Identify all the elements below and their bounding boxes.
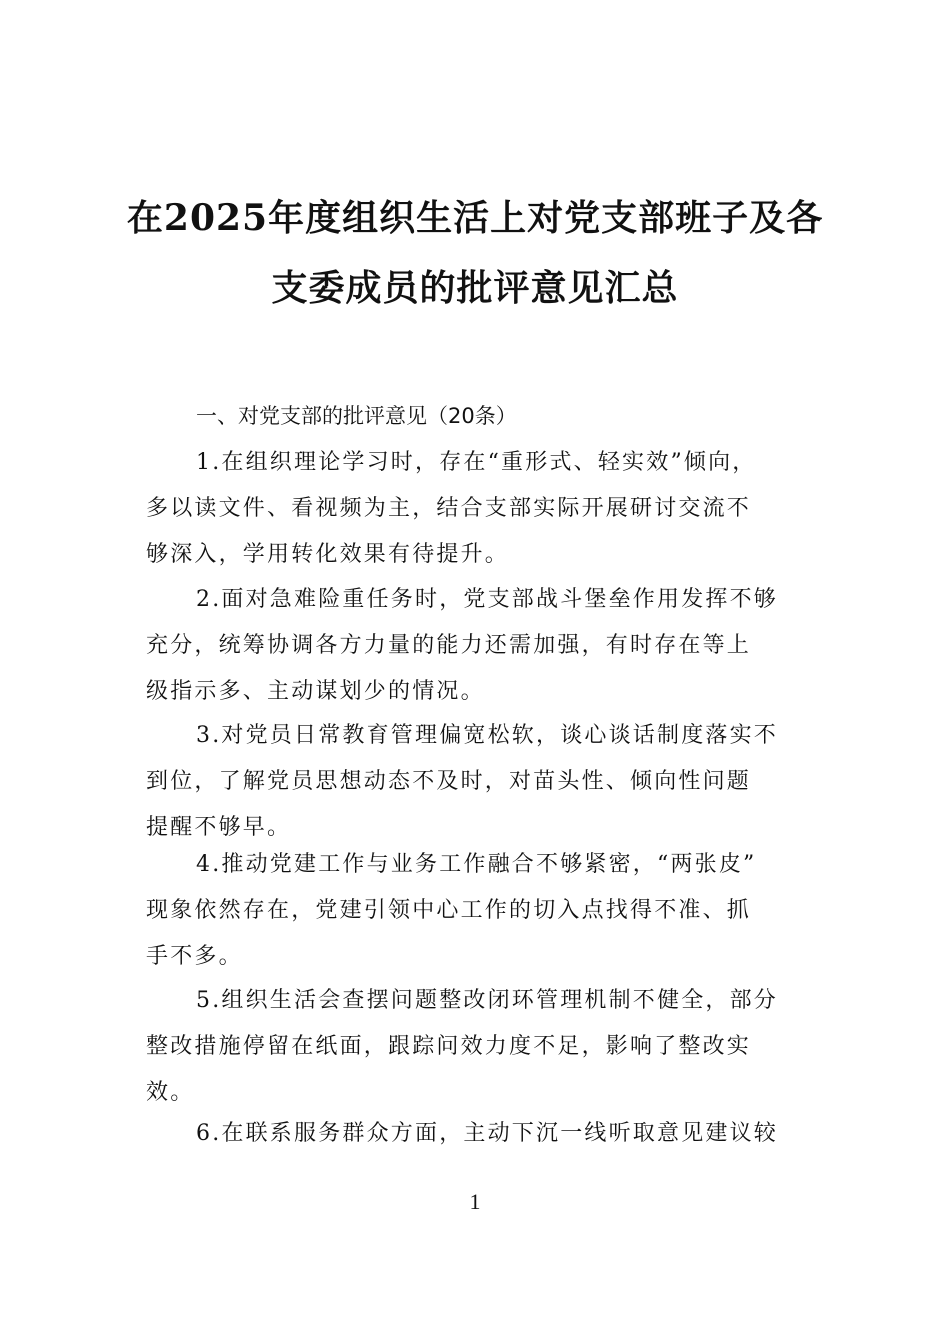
paragraph-line: 现象依然存在，党建引领中心工作的切入点找得不准、抓 (146, 898, 752, 923)
paragraph-line: 级指示多、主动谋划少的情况。 (146, 679, 485, 704)
paragraph-line: 够深入，学用转化效果有待提升。 (146, 542, 510, 567)
paragraph-line: 整改措施停留在纸面，跟踪问效力度不足，影响了整改实 (146, 1034, 752, 1059)
paragraph-line: 充分，统筹协调各方力量的能力还需加强，有时存在等上 (146, 633, 752, 658)
document-title-line-2: 支委成员的批评意见汇总 (271, 267, 679, 309)
paragraph-2 (146, 577, 806, 715)
paragraph-5 (146, 978, 806, 1116)
paragraph-line: 1.在组织理论学习时，存在“重形式、轻实效”倾向， (196, 450, 757, 475)
paragraph-line: 手不多。 (146, 944, 243, 969)
paragraph-line: 效。 (146, 1080, 195, 1105)
paragraph-line: 提醒不够早。 (146, 815, 292, 840)
document-title-line-1: 在2025年度组织生活上对党支部班子及各 (126, 197, 824, 239)
paragraph-line: 5.组织生活会查摆问题整改闭环管理机制不健全，部分 (196, 988, 778, 1013)
paragraph-line: 2.面对急难险重任务时，党支部战斗堡垒作用发挥不够 (196, 587, 778, 612)
paragraph-line: 6.在联系服务群众方面，主动下沉一线听取意见建议较 (196, 1121, 778, 1146)
paragraph-line: 多以读文件、看视频为主，结合支部实际开展研讨交流不 (146, 496, 752, 521)
paragraph-3 (146, 713, 806, 851)
page-number: 1 (469, 1189, 481, 1214)
paragraph-1 (146, 440, 806, 578)
paragraph-6 (146, 1111, 806, 1157)
paragraph-line: 4.推动党建工作与业务工作融合不够紧密，“两张皮” (196, 852, 757, 877)
paragraph-4 (146, 842, 806, 980)
section-heading: 一、对党支部的批评意见（20条） (196, 404, 517, 428)
paragraph-line: 3.对党员日常教育管理偏宽松软，谈心谈话制度落实不 (196, 723, 778, 748)
paragraph-line: 到位，了解党员思想动态不及时，对苗头性、倾向性问题 (146, 769, 752, 794)
